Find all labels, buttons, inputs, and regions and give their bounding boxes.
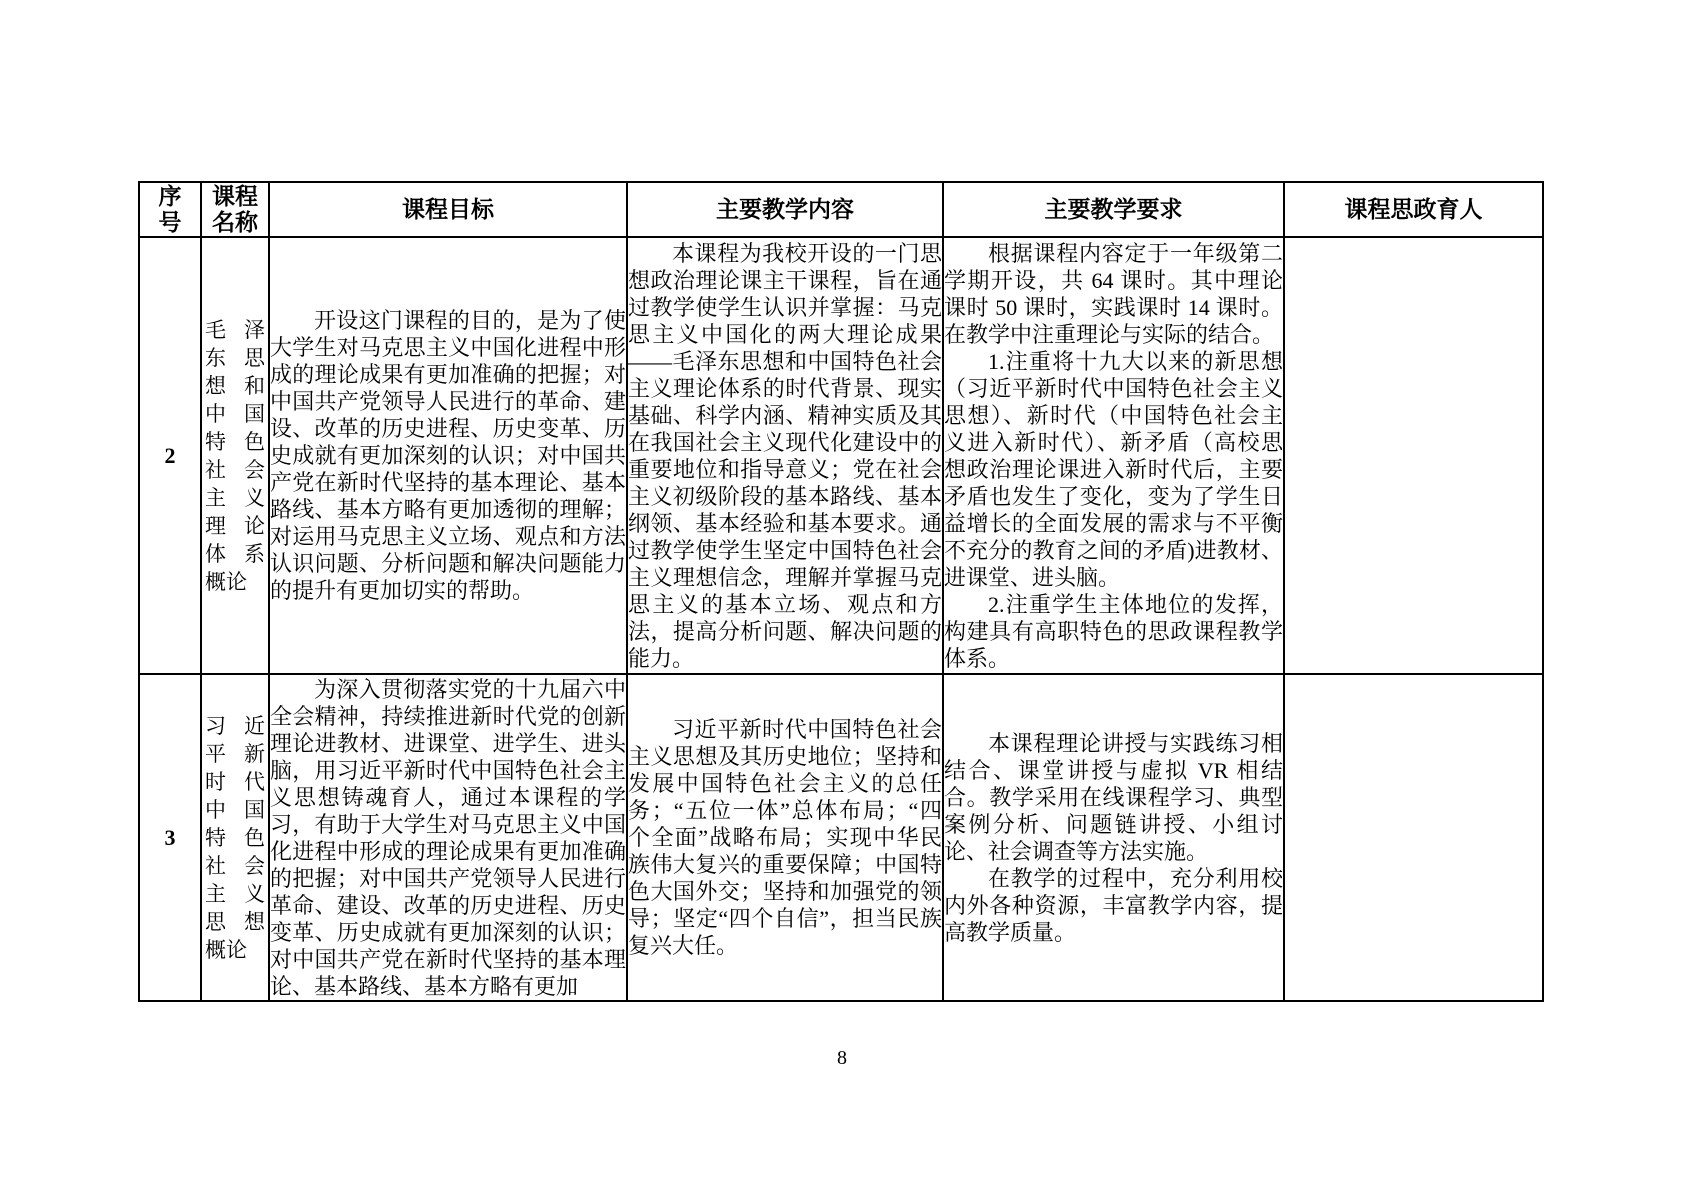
teaching-content: 习近平新时代中国特色社会主义思想及其历史地位；坚持和发展中国特色社会主义的总任务；“五位一体”总体布局；“四个全面”战略布局；实现中华民族伟大复兴的重要保障；中国特色大国外交；坚持和加强党的领导；坚定“四个自信”，担当民族复兴大任。 bbox=[627, 674, 943, 1001]
course-objectives: 开设这门课程的目的，是为了使大学生对马克思主义中国化进程中形成的理论成果有更加准确的把握；对中国共产党领导人民进行的革命、建设、改革的历史进程、历史变革、历史成就有更加深刻的认识；对中国共产党在新时代坚持的基本理论、基本路线、基本方略有更加透彻的理解；对运用马克思主义立场、观点和方法认识问题、分析问题和解决问题能力的提升有更加切实的帮助。 bbox=[269, 237, 627, 674]
row-number: 3 bbox=[139, 674, 201, 1001]
table-row bbox=[139, 674, 1543, 1001]
column-header-course-name: 课程名称 bbox=[201, 182, 269, 237]
course-objectives: 为深入贯彻落实党的十九届六中全会精神，持续推进新时代党的创新理论进教材、进课堂、进学生、进头脑，用习近平新时代中国特色社会主义思想铸魂育人，通过本课程的学习，有助于大学生对马克思主义中国化进程中形成的理论成果有更加准确的把握；对中国共产党领导人民进行革命、建设、改革的历史进程、历史变革、历史成就有更加深刻的认识；对中国共产党在新时代坚持的基本理论、基本路线、基本方略有更加 bbox=[269, 674, 627, 1001]
course-table-body bbox=[139, 237, 1543, 1001]
column-header-ideological: 课程思政育人 bbox=[1284, 182, 1543, 237]
column-header-requirements: 主要教学要求 bbox=[943, 182, 1284, 237]
column-header-number: 序号 bbox=[139, 182, 201, 237]
row-number: 2 bbox=[139, 237, 201, 674]
column-header-content: 主要教学内容 bbox=[627, 182, 943, 237]
course-table bbox=[138, 181, 1544, 1002]
course-table-header bbox=[139, 182, 1543, 237]
teaching-requirements: 根据课程内容定于一年级第二学期开设，共 64 课时。其中理论课时 50 课时，实践课时 14 课时。在教学中注重理论与实际的结合。 1.注重将十九大以来的新思想（习近平新时代中国特色社会主义思想）、新时代（中国特色社会主义进入新时代）、新矛盾（高校思想政治理论课进入新时代后，主要矛盾也发生了变化，变为了学生日益增长的全面发展的需求与不平衡不充分的教育之间的矛盾)进教材、进课堂、进头脑。 2.注重学生主体地位的发挥，构建具有高职特色的思政课程教学体系。 bbox=[943, 237, 1284, 674]
teaching-content: 本课程为我校开设的一门思想政治理论课主干课程，旨在通过教学使学生认识并掌握：马克思主义中国化的两大理论成果——毛泽东思想和中国特色社会主义理论体系的时代背景、现实基础、科学内涵、精神实质及其在我国社会主义现代化建设中的重要地位和指导意义；党在社会主义初级阶段的基本路线、基本纲领、基本经验和基本要求。通过教学使学生坚定中国特色社会主义理想信念，理解并掌握马克思主义的基本立场、观点和方法，提高分析问题、解决问题的能力。 bbox=[627, 237, 943, 674]
page-number: 8 bbox=[837, 1047, 847, 1069]
column-header-objectives: 课程目标 bbox=[269, 182, 627, 237]
table-row bbox=[139, 237, 1543, 674]
teaching-requirements: 本课程理论讲授与实践练习相结合、课堂讲授与虚拟 VR 相结合。教学采用在线课程学习、典型案例分析、问题链讲授、小组讨论、社会调查等方法实施。 在教学的过程中，充分利用校内外各种资源，丰富教学内容，提高教学质量。 bbox=[943, 674, 1284, 1001]
course-name: 习 近 平 新 时 代 中 国 特 色 社 会 主 义 思 想 概 论 bbox=[201, 674, 269, 1001]
ideological-education bbox=[1284, 674, 1543, 1001]
course-name: 毛 泽 东 思 想 和 中 国 特 色 社 会 主 义 理 论 体 系 概 论 bbox=[201, 237, 269, 674]
ideological-education bbox=[1284, 237, 1543, 674]
